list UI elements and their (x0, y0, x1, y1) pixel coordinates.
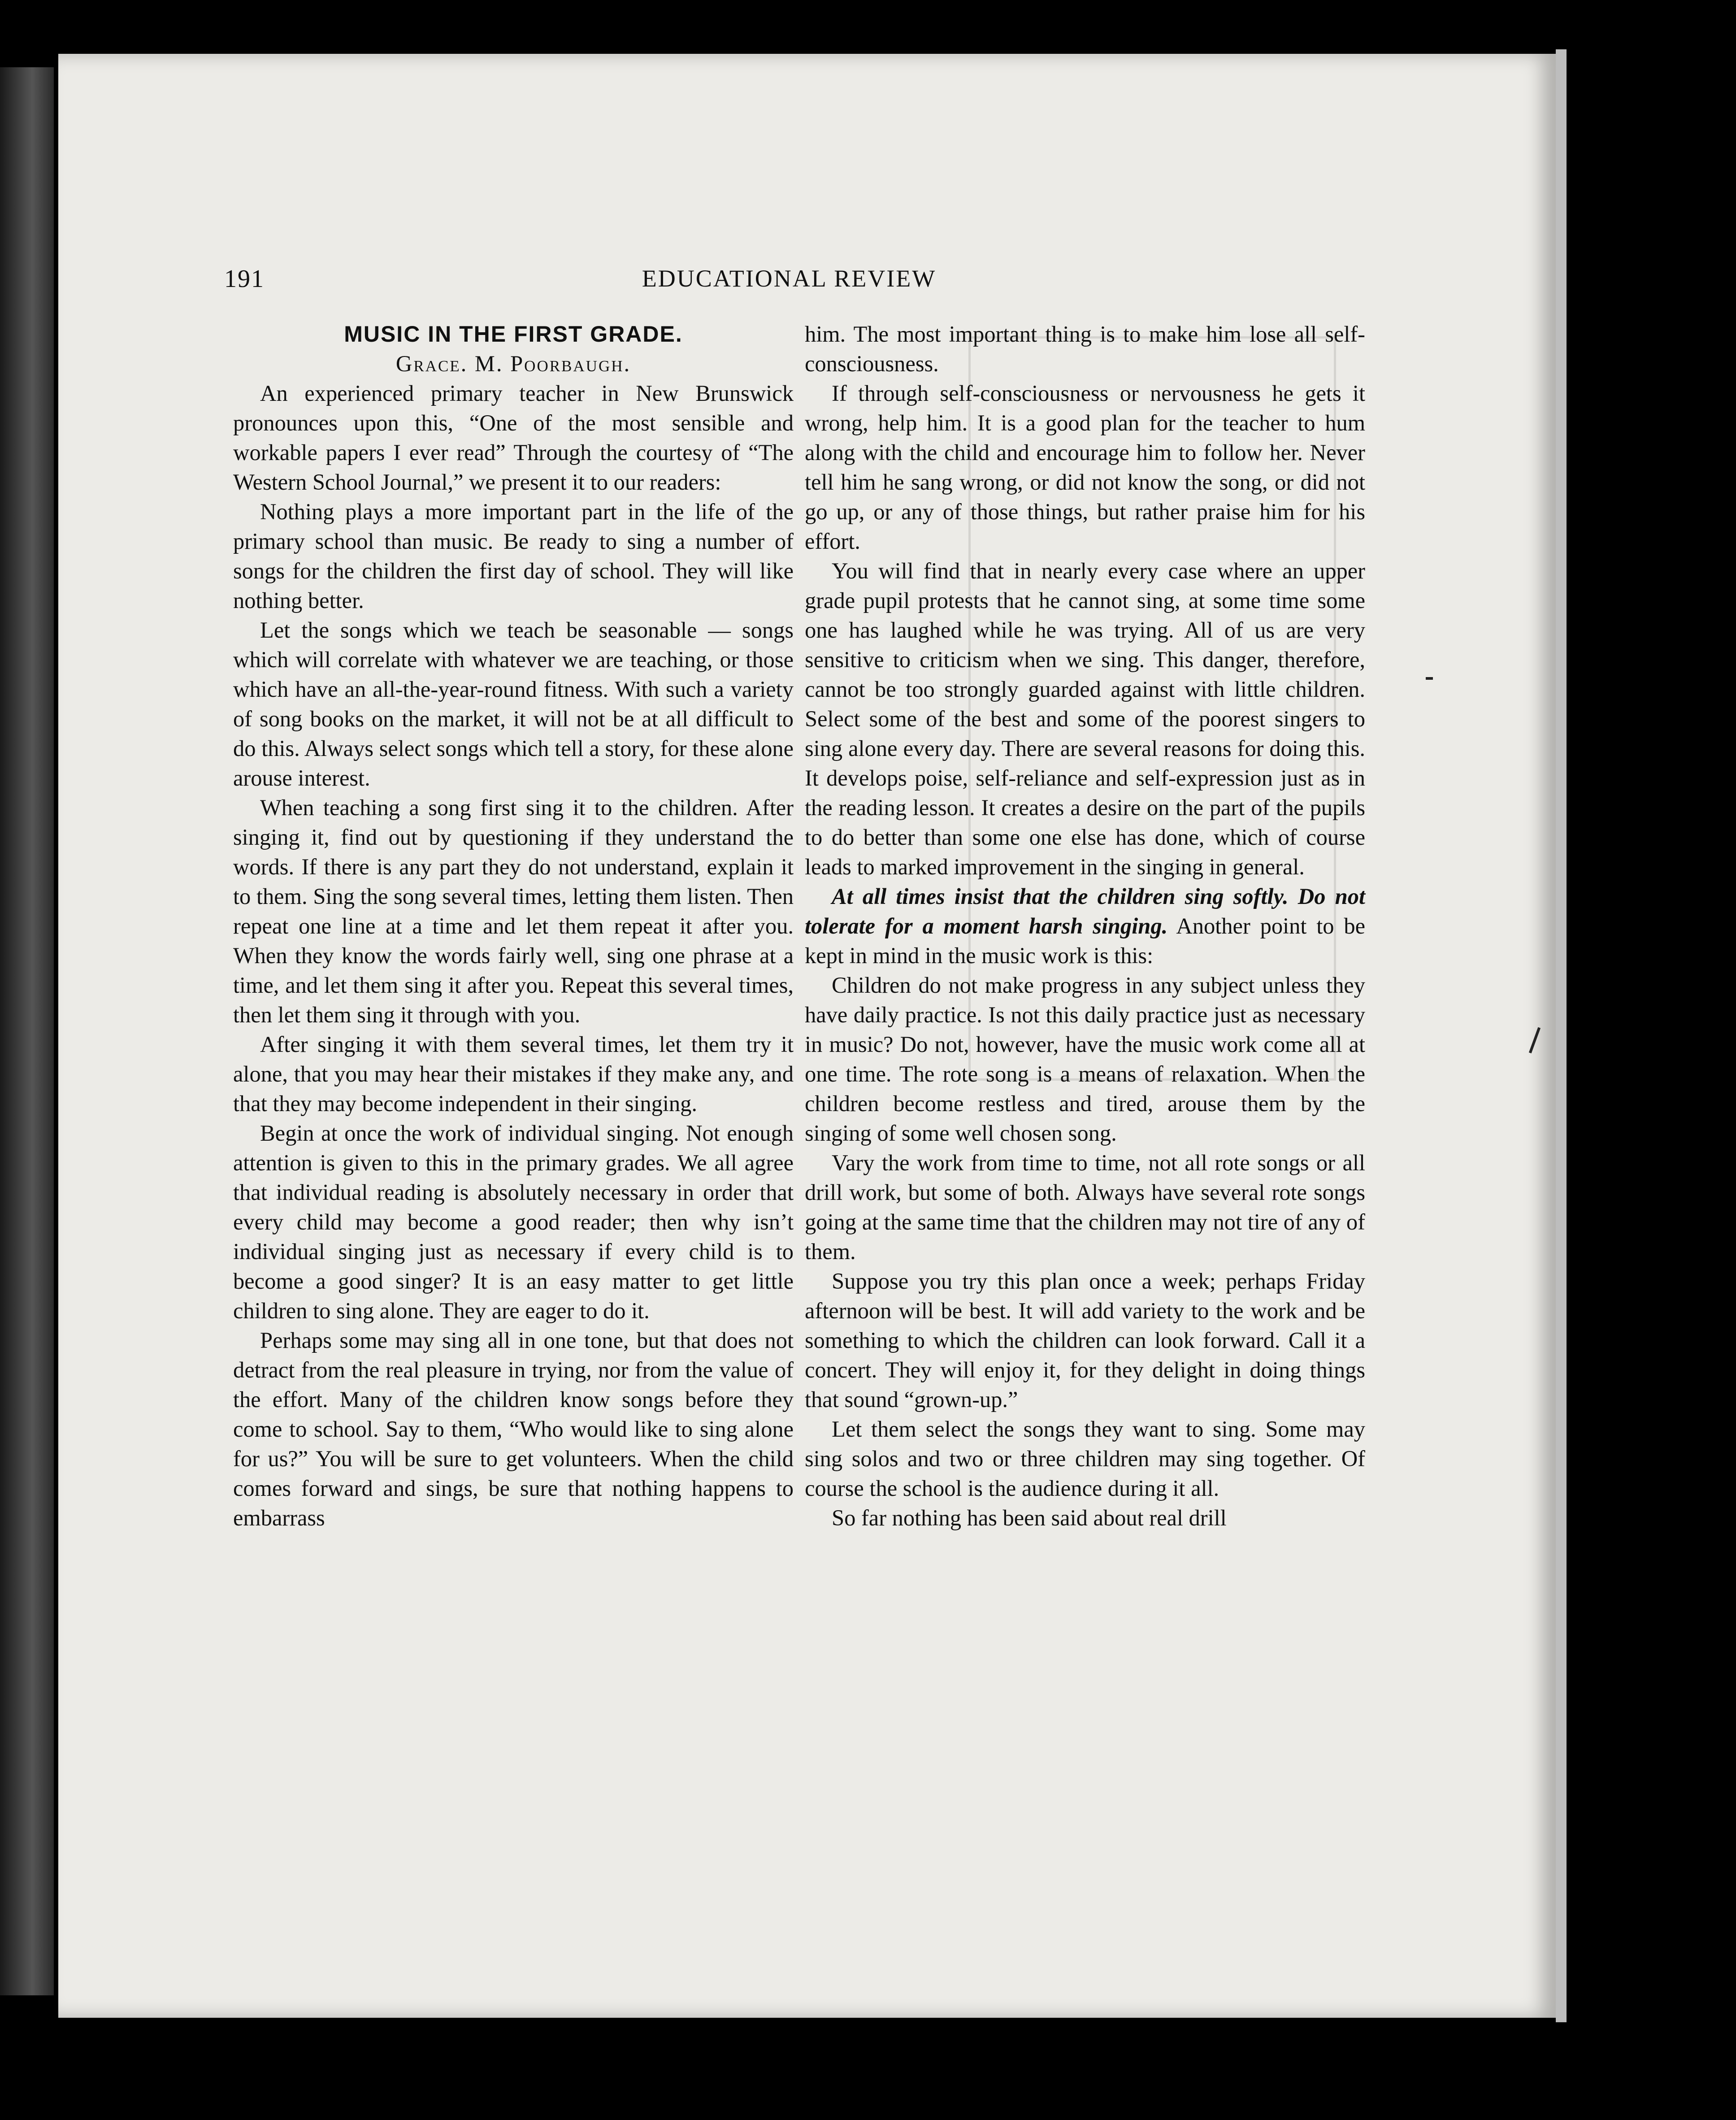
page-number: 191 (224, 265, 265, 293)
paragraph: Let the songs which we teach be seasonable — songs which will correlate with whatever we are teaching, or those which have an all-the-year-round fitness. With such a variety of song books on the market, it will not be at all difficult to do this. Always select songs which tell a story, for these alone arouse interest. (233, 617, 794, 791)
paragraph: When teaching a song first sing it to the children. After singing it, find out by questioning if they understand the words. If there is any part they do not understand, explain it to them. Sing the song several times, letting them listen. Then repeat one line at a time and let them repeat it after you. When they know the words fairly well, sing one phrase at a time, and let them sing it after you. Repeat this several times, then let them sing it through with you. (233, 795, 794, 1027)
paragraph: Begin at once the work of individual singing. Not enough attention is given to this in the primary grades. We all agree that individual reading is absolutely necessary in order that every child may become a good reader; then why isn’t individual singing just as necessary if every child is to become a good singer? It is an easy matter to get little children to sing alone. They are eager to do it. (233, 1121, 794, 1323)
byline: Grace. M. Poorbaugh. (395, 351, 631, 376)
paragraph: Children do not make progress in any subject unless they have daily practice. Is not this daily practice just as necessary in music? Do not, however, have the music work come all at one time. The rote song is a means of relaxation. When the children become restless and tired, arouse them by the singing of some well chosen song. (805, 973, 1365, 1146)
paragraph: Let them select the songs they want to sing. Some may sing solos and two or three children may sing together. Of course the school is the audience during it all. (805, 1416, 1365, 1501)
emphasis-text: At all times insist that the children sing softly. Do not tolerate for a moment harsh singing. (805, 884, 1365, 938)
paragraph: You will find that in nearly every case where an upper grade pupil protests that he cannot sing, at some time some one has laughed while he was trying. All of us are very sensitive to criticism when we sing. This danger, therefore, cannot be too strongly guarded against with little children. Select some of the best and some of the poorest singers to sing alone every day. There are several reasons for doing this. It develops poise, self-reliance and self-expression just as in the reading lesson. It creates a desire on the part of the pupils to do better than some one else has done, which of course leads to marked improvement in the singing in general. (805, 558, 1365, 879)
paragraph: If through self-consciousness or nervousness he gets it wrong, help him. It is a good plan for the teacher to hum along with the child and encourage him to follow her. Never tell him he sang wrong, or did not know the song, or did not go up, or any of those things, but rather praise him for his effort. (805, 381, 1365, 554)
paragraph: After singing it with them several times, let them try it alone, that you may hear their mistakes if they make any, and that they may become independent in their singing. (233, 1032, 794, 1116)
facing-page-edge (0, 67, 54, 1995)
emphasis-tail: Another point to be kept in mind in the music work is this: (805, 913, 1365, 968)
right-column (805, 319, 1365, 1533)
running-head: EDUCATIONAL REVIEW (642, 265, 937, 292)
paragraph: Perhaps some may sing all in one tone, but that does not detract from the real pleasure in trying, nor from the value of the effort. Many of the children know songs before they come to school. Say to them, “Who would like to sing alone for us?” You will be sure to get volunteers. When the child comes forward and sings, be sure that nothing happens to embarrass (233, 1328, 794, 1530)
article-title: MUSIC IN THE FIRST GRADE. (344, 321, 683, 347)
paragraph: Vary the work from time to time, not all rote songs or all drill work, but some of both. Always have several rote songs going at the same time that the children may not tire of any of them. (805, 1150, 1365, 1264)
paragraph: Nothing plays a more important part in the life of the primary school than music. Be ready to sing a number of songs for the children the first day of school. They will like nothing better. (233, 499, 794, 613)
scan-mark (1426, 677, 1433, 680)
paragraph: Suppose you try this plan once a week; perhaps Friday afternoon will be best. It will add variety to the work and be something to which the children can look forward. Call it a concert. They will enjoy it, for they delight in doing things that sound “grown-up.” (805, 1269, 1365, 1412)
paragraph: An experienced primary teacher in New Brunswick pronounces upon this, “One of the most sensible and workable papers I ever read” Through the courtesy of “The Western School Journal,” we present it to our readers: (233, 381, 794, 495)
paragraph: So far nothing has been said about real drill (832, 1505, 1227, 1530)
emphasis-paragraph (805, 882, 1365, 970)
paragraph: him. The most important thing is to make him lose all self-consciousness. (805, 321, 1365, 376)
page-header (224, 265, 1354, 296)
page-binding-edge (1556, 49, 1567, 2022)
left-column (233, 319, 794, 1533)
